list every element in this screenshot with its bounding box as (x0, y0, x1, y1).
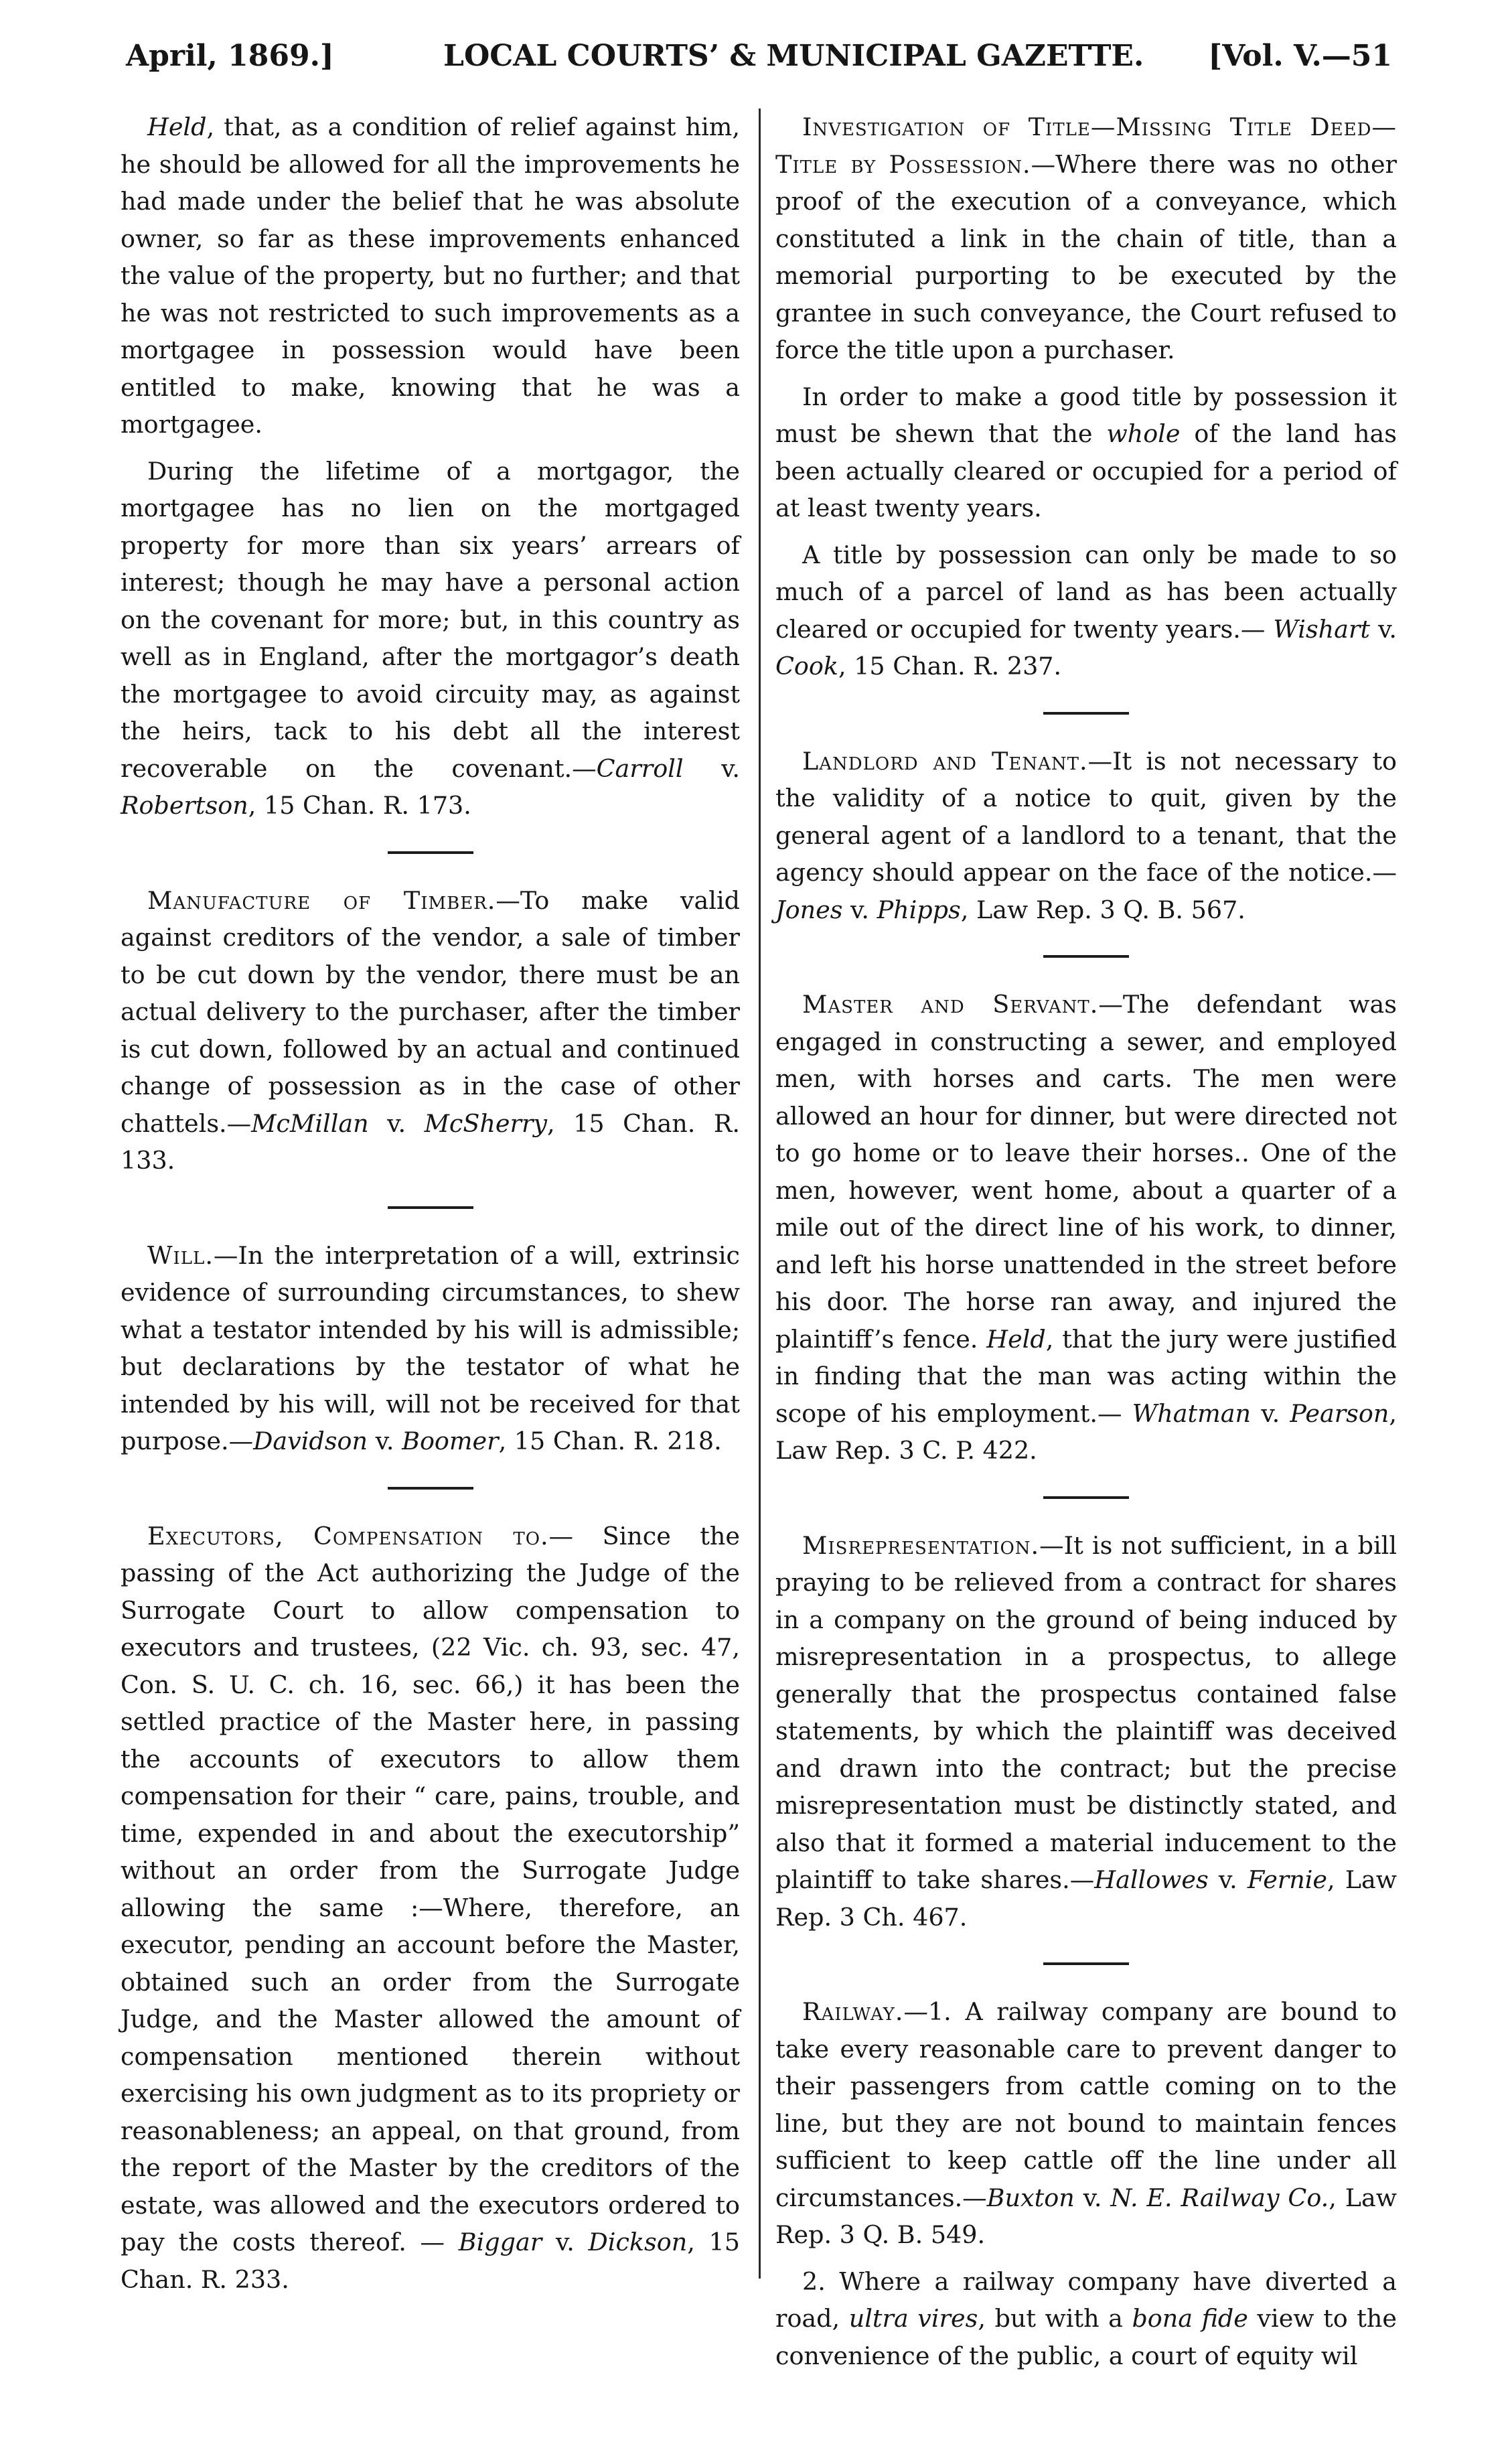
citation: , 15 Chan. R. 133. (121, 1108, 740, 1175)
section-rule (388, 1206, 473, 1209)
running-header (100, 32, 1396, 79)
possession-text: In order to make a good title by possession it must be shewn that the (775, 382, 1397, 448)
parcel-paragraph (775, 536, 1397, 685)
master-servant-paragraph (775, 986, 1397, 1469)
versus: v. (1251, 1398, 1290, 1428)
landlord-text: —It is not necessary to the validity of a notice to quit, given by the general agent of a landlord to a tenant, that the agency should appear on the face of the notice.— (775, 746, 1397, 887)
will-paragraph (121, 1237, 740, 1460)
case-name: Hallowes (1094, 1865, 1209, 1894)
citation: , 15 Chan. R. 237. (838, 652, 1062, 680)
possession-text-end: of the land has been actually cleared or occupied for a period of at least twenty years. (775, 419, 1397, 522)
timber-text: —To make valid against creditors of the vendor, a sale of timber to be cut down by the vendor, there must be an actual delivery to the purchaser, after the timber is cut down, followed by an actual and continued change of possession as in the case of other chattels.— (121, 885, 741, 1138)
railway2-text: 2. Where a railway company have diverted a road, (775, 2266, 1397, 2333)
timber-paragraph (121, 882, 740, 1179)
case-name: Robertson (121, 791, 248, 820)
possession-paragraph (775, 378, 1397, 527)
citation: , Law Rep. 3 Q. B. 567. (960, 895, 1245, 924)
case-name: Davidson (253, 1427, 368, 1455)
citation: , Law Rep. 3 Ch. 467. (775, 1865, 1397, 1932)
emphasis: ultra vires (848, 2304, 978, 2333)
column-divider (759, 109, 761, 2279)
master-servant-text-end: , that the jury were justified in finding that the man was acting within the scope of his employment.— (775, 1324, 1397, 1428)
case-name: Biggar (458, 2228, 542, 2256)
emphasis: bona fide (1132, 2304, 1248, 2333)
case-name: Phipps (877, 895, 961, 924)
section-rule (388, 851, 473, 854)
misrepresentation-paragraph (775, 1527, 1397, 1936)
will-text: —In the interpretation of a will, extrinsic evidence of surrounding circumstances, to shew what a testator intended by his will is admissible; but declarations by the testator of what he intended by his will, will not be received for that purpose.— (121, 1240, 740, 1455)
section-heading: Landlord and Tenant. (802, 746, 1088, 776)
section-heading: Will. (147, 1240, 214, 1270)
master-servant-text: —The defendant was engaged in constructing a sewer, and employed men, with horses and carts. The men were allowed an hour for dinner, but were directed not to go home or to leave their horses.. One of the men, however, went home, about a quarter of a mile out of the direct line of his work, to dinner, and left his horse unattended in the street before his door. The horse ran away, and injured the plaintiff’s fence. (775, 990, 1397, 1354)
versus: v. (842, 895, 877, 924)
header-volume: [Vol. V.—51 (1208, 39, 1392, 73)
versus: v. (1074, 2183, 1111, 2212)
left-column (121, 109, 740, 2298)
case-name: Dickson (588, 2228, 688, 2256)
title-deed-text: —Where there was no other proof of the execution of a conveyance, which constituted a link in the chain of title, than a memorial purporting to be executed by the grantee in such conveyance, the Court refused to force the title upon a purchaser. (775, 149, 1397, 364)
case-name: Boomer (402, 1427, 499, 1455)
case-name: Buxton (986, 2183, 1075, 2212)
section-rule (1043, 712, 1129, 715)
versus: v. (683, 753, 740, 783)
emphasis: whole (1106, 419, 1181, 448)
railway2-text-mid: , but with a (978, 2304, 1132, 2333)
case-name: McMillan (251, 1108, 369, 1138)
misrepresentation-text: —It is not sufficient, in a bill praying to be relieved from a contract for shares in a company on the ground of being induced by misrepresentation in a prospectus, to allege generally that the prospectus contained false statements, by which the plaintiff was deceived and drawn into the contract; but the precise misrepresentation must be distinctly stated, and also that it formed a material inducement to the plaintiff to take shares.— (775, 1530, 1397, 1894)
case-name: Pearson (1290, 1398, 1389, 1428)
versus: v. (542, 2228, 589, 2256)
lifetime-paragraph (121, 453, 740, 824)
railway-text: —1. A railway company are bound to take every reasonable care to prevent danger to their passengers from cattle coming on to the line, but they are not bound to maintain fences sufficient to keep cattle off the line under all circumstances.— (775, 1997, 1397, 2212)
case-name: Whatman (1132, 1398, 1252, 1428)
executors-text: — Since the passing of the Act authorizing the Judge of the Surrogate Court to allow compensation to executors and trustees, (22 Vic. ch. 93, sec. 47, Con. S. U. C. ch. 16, sec. 66,) it has been the settled practice of the Master here, in passing the accounts of executors to allow them compensation for their “ care, pains, trouble, and time, expended in and about the executorship” without an order from the Surrogate Judge allowing the same :—Where, therefore, an executor, pending an account before the Master, obtained such an order from the Surrogate Judge, and the Master allowed the amount of compensation mentioned therein without exercising his own judgment as to its propriety or reasonableness; an appeal, on that ground, from the report of the Master by the creditors of the estate, was allowed and the executors ordered to pay the costs thereof. — (121, 1521, 740, 2256)
citation: , Law Rep. 3 Q. B. 549. (775, 2183, 1397, 2249)
section-rule (1043, 1962, 1129, 1965)
versus: v. (368, 1108, 425, 1138)
header-date: April, 1869.] (126, 39, 334, 73)
versus: v. (368, 1427, 402, 1455)
section-heading: Investigation of Title—Missing Title Deed—Title by Possession. (775, 113, 1397, 179)
citation: , 15 Chan. R. 233. (121, 2228, 740, 2294)
header-title: LOCAL COURTS’ & MUNICIPAL GAZETTE. (443, 39, 1144, 73)
section-heading: Manufacture of Timber. (147, 885, 496, 915)
versus: v. (1208, 1865, 1248, 1894)
case-name: Jones (775, 895, 843, 924)
case-name: Carroll (596, 753, 684, 783)
executors-paragraph (121, 1518, 740, 2299)
held-lead: Held (986, 1324, 1046, 1354)
section-rule (388, 1487, 473, 1490)
railway2-text-end: view to the convenience of the public, a court of equity wil (775, 2304, 1397, 2370)
railway-second-paragraph (775, 2263, 1397, 2375)
held-paragraph (121, 109, 740, 443)
case-name: Fernie (1247, 1865, 1328, 1894)
citation: , 15 Chan. R. 173. (248, 791, 471, 820)
parcel-text: A title by possession can only be made to so much of a parcel of land as has been actually cleared or occupied for twenty years.— (775, 540, 1397, 644)
held-lead: Held (147, 113, 207, 141)
section-rule (1043, 1496, 1129, 1499)
section-heading: Railway. (802, 1997, 904, 2026)
section-heading: Executors, Compensation to. (147, 1521, 549, 1551)
citation: , 15 Chan. R. 218. (498, 1427, 722, 1455)
case-name: N. E. Railway Co. (1110, 2183, 1329, 2212)
versus: v. (1370, 614, 1397, 644)
section-heading: Master and Servant. (802, 990, 1099, 1019)
citation: , Law Rep. 3 C. P. 422. (775, 1398, 1397, 1465)
case-name: Wishart (1273, 614, 1371, 644)
section-rule (1043, 955, 1129, 958)
case-name: Cook (775, 652, 838, 680)
case-name: McSherry (424, 1108, 548, 1138)
held-text: , that, as a condition of relief against him, he should be allowed for all the improvements he had made under the belief that he was absolute owner, so far as these improvements enhanced the value of the property, but no further; and that he was not restricted to such improvements as a mortgagee in possession would have been entitled to make, knowing that he was a mortgagee. (121, 113, 740, 439)
title-deed-paragraph (775, 109, 1397, 369)
railway-paragraph (775, 1993, 1397, 2254)
lifetime-text: During the lifetime of a mortgagor, the mortgagee has no lien on the mortgaged property for more than six years’ arrears of interest; though he may have a personal action on the covenant for more; but, in this country as well as in England, after the mortgagor’s death the mortgagee to avoid circuity may, as against the heirs, tack to his debt all the interest recoverable on the covenant.— (121, 456, 740, 783)
right-column (775, 109, 1397, 2374)
section-heading: Misrepresentation. (802, 1530, 1040, 1560)
landlord-paragraph (775, 743, 1397, 929)
